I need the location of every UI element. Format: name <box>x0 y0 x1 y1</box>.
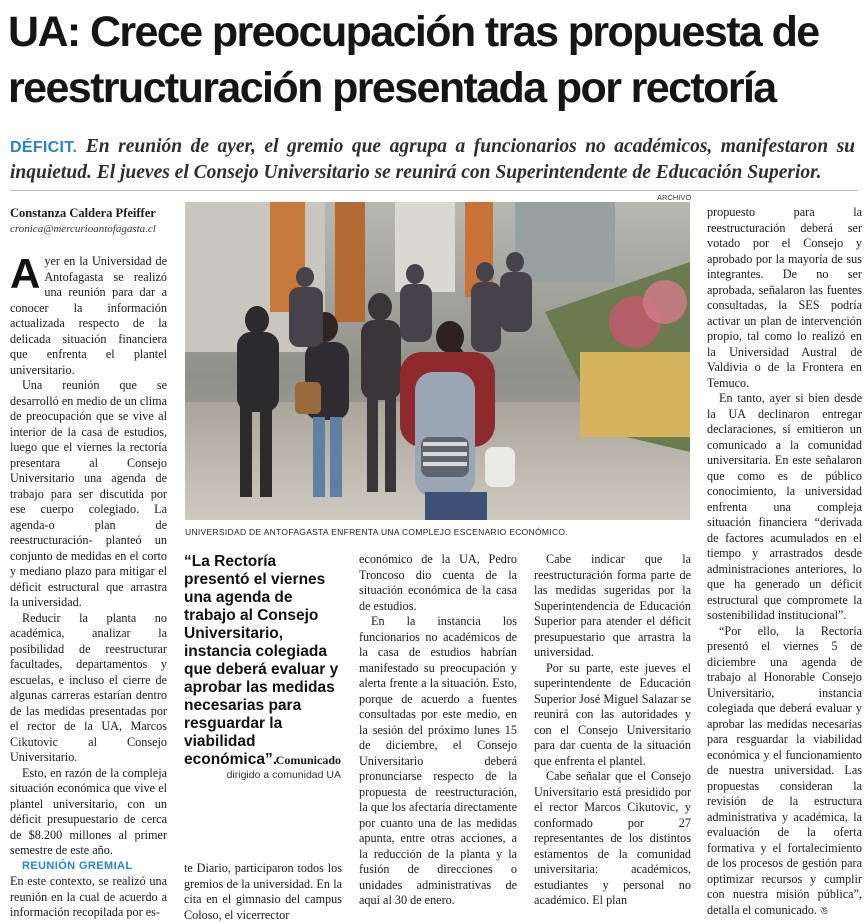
paragraph: En la instancia los funcionarios no académicos de la casa de estudios habrían manifestado su preocupación y alerta frente a la situación. Esto, porque de acuerdo a fuentes consultadas por este medio, en la sesión del próximo lunes 15 de diciembre, el Consejo Universitario deberá pronunciarse respecto de la propuesta de reestructuración, la que los afectaría directamente por cuanto una de las medidas apunta, entre otras acciones, a la reducción de la planta y la fusión de direcciones o unidades administrativas de aquí al 30 de enero. <box>359 614 517 907</box>
paragraph: Por su parte, este jueves el superintendente de Educación Superior José Miguel Salazar se reunirá con las autoridades y con el Consejo Universitario para dar cuenta de la situación que enfrenta el plantel. <box>534 660 691 768</box>
pull-quote-author-desc: dirigido a comunidad UA <box>226 769 341 781</box>
end-mark-icon: ঙ <box>820 903 829 917</box>
drop-cap: A <box>10 250 41 297</box>
paragraph-text: yer en la Universidad de Antofagasta se realizó una reunión para dar a conocer la información actualizada respecto de la delicada situación financiera que enfrenta el plantel universitario. <box>10 254 167 377</box>
paragraph: económico de la UA, Pedro Troncoso dio cuenta de la situación económica de la casa de estudios. <box>359 552 517 613</box>
lead-paragraph <box>10 134 855 185</box>
headline-line-2: reestructuración presentada por rectoría <box>8 64 776 112</box>
paragraph: Esto, en razón de la compleja situación económica que vive el plantel universitario, con un déficit presupuestario de cerca de $8.200 millones al primer semestre de este año. <box>10 765 167 857</box>
photo-caption: UNIVERSIDAD DE ANTOFAGASTA ENFRENTA UNA COMPLEJO ESCENARIO ECONÓMICO. <box>185 527 568 537</box>
lead-kicker: DÉFICIT. <box>10 139 78 156</box>
headline-line-1: UA: Crece preocupación tras propuesta de <box>8 8 819 56</box>
photo-credit: ARCHIVO <box>657 193 692 202</box>
headline <box>8 4 864 116</box>
article-column-1 <box>10 250 167 921</box>
paragraph <box>10 250 167 378</box>
pull-quote-author: Comunicado <box>275 753 341 767</box>
paragraph: te Diario, participaron todos los gremios de la universidad. En la cita en el gimnasio del campus Coloso, el vicerrector <box>184 861 342 922</box>
byline-email: cronica@mercurioantofagasta.cl <box>10 223 156 235</box>
paragraph: Cabe indicar que la reestructuración forma parte de las medidas sugeridas por la Superintendencia de Educación Superior para atender el déficit presupuestario que arrastra la universidad. <box>534 552 691 659</box>
paragraph: propuesto para la reestructuración deberá ser votado por el Consejo y aprobado por la mayoría de sus integrantes. De no ser aprobada, señalaron las fuentes consultadas, la SES podría activar un plan de intervención propio, tal como lo realizó en la Universidad Austral de Valdivia o de la Frontera en Temuco. <box>707 205 862 390</box>
paragraph: Reducir la planta no académica, analizar la posibilidad de reestructurar facultades, departamentos y escuelas, e incluso el cierre de algunas carreras estarían dentro de las medidas presentadas por el rector de la UA, Marcos Cikutovic al Consejo Universitario. <box>10 610 167 764</box>
lead-text: En reunión de ayer, el gremio que agrupa a funcionarios no académicos, manifestaron su inquietud. El jueves el Consejo Universitario se reunirá con Superintendente de Educación Superior. <box>10 136 855 183</box>
pull-quote: “La Rectoría presentó el viernes una agenda de trabajo al Consejo Universitario, instancia colegiada que deberá evaluar y aprobar las medidas necesarias para resguardar la viabilidad económica”. <box>184 553 339 768</box>
paragraph: Una reunión que se desarrolló en medio de un clima de preocupación que se vive al interior de la casa de estudios, luego que el viernes la rectoría presentara al Consejo Universitario una agenda de trabajo para ser discutida por ese cuerpo colegiado. La agenda-o plan de reestructuración- planteó un conjunto de medidas en el corto y mediano plazo para mitigar el déficit estructural que arrastra la universidad. <box>10 378 167 609</box>
article-column-4 <box>534 552 691 909</box>
article-column-3 <box>359 552 517 909</box>
paragraph: Cabe señalar que el Consejo Universitario está presidido por el rector Marcos Cikutovic, y conformado por 27 representantes de los distintos estamentos de la comunidad universitaria: académicos, estudiantes y personal no académico. El plan <box>534 769 691 907</box>
paragraph: En tanto, ayer si bien desde la UA declinaron entregar declaraciones, sí emitieron un comunicado a la comunidad universitaria. En este señalaron que como es de público conocimiento, la universidad enfrenta una compleja situación financiera “derivada de factores acumulados en el tiempo y arrastrados desde administraciones anteriores, lo que ha generado un déficit estructural que compromete la sostenibilidad institucional”. <box>707 391 862 622</box>
paragraph-text: “Por ello, la Rectoría presentó el viernes 5 de diciembre una agenda de trabajo al Honorable Consejo Universitario, instancia colegiada que deberá evaluar y aprobar las medidas necesarias para resguardar la viabilidad económica y el funcionamiento de nuestra universidad. Las propuestas consideran la revisión de la estructura administrativa y académica, la evaluación de la oferta formativa y el fortalecimiento de los procesos de gestión para optimizar recursos y cumplir con nuestra misión pública”, detalla el comunicado. <box>707 623 862 917</box>
article-column-2 <box>184 861 342 923</box>
article-photo <box>185 202 690 520</box>
byline-author: Constanza Caldera Pfeiffer <box>10 206 156 220</box>
article-column-5 <box>707 205 862 918</box>
paragraph <box>707 624 862 919</box>
lead-divider <box>10 190 858 191</box>
paragraph: En este contexto, se realizó una reunión en la cual de acuerdo a información recopilada por es- <box>10 874 167 919</box>
subhead-reunion-gremial: REUNIÓN GREMIAL <box>22 859 133 872</box>
